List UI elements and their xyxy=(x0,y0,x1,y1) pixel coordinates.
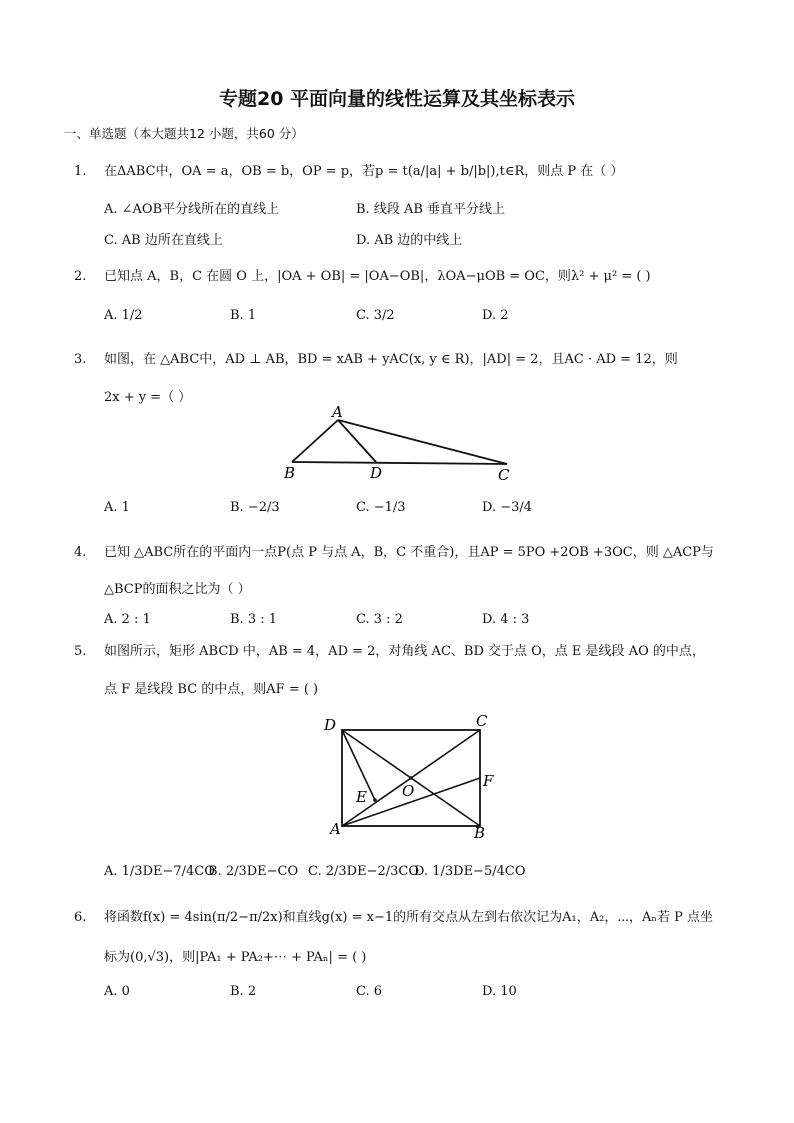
question-stem: 如图所示，矩形 ABCD 中，AB = 4，AD = 2，对角线 AC、BD 交于点 O，点 E 是线段 AO 的中点， xyxy=(104,644,705,659)
option-a: A. 1/3DE−7/4CO xyxy=(104,864,215,879)
option-d: D. 4 : 3 xyxy=(482,612,530,627)
question-stem-continued: 点 F 是线段 BC 的中点，则AF = ( ) xyxy=(104,682,319,697)
option-c: C. AB 边所在直线上 xyxy=(104,233,223,248)
option-a: A. 2 : 1 xyxy=(104,612,151,627)
label-e: E xyxy=(356,788,367,806)
question-number: 6. xyxy=(74,910,87,925)
question-stem-continued: △BCP的面积之比为（ ） xyxy=(104,582,251,597)
option-c: C. 3/2 xyxy=(356,308,395,323)
question-number: 2. xyxy=(74,269,87,284)
label-b: B xyxy=(284,464,296,482)
question-1 xyxy=(74,160,623,179)
option-c: C. −1/3 xyxy=(356,500,406,515)
section-heading: 一、单选题（本大题共12 小题，共60 分） xyxy=(64,126,304,141)
label-d: D xyxy=(370,464,383,482)
question-stem: 将函数f(x) = 4sin(π/2−π/2x)和直线g(x) = x−1的所有交点从左到右依次记为A₁，A₂，⋯，Aₙ若 P 点坐 xyxy=(104,910,714,925)
option-c: C. 6 xyxy=(356,984,383,999)
label-f: F xyxy=(483,772,494,790)
question-number: 4. xyxy=(74,545,87,560)
option-a: A. 1/2 xyxy=(104,308,143,323)
question-2 xyxy=(74,265,651,284)
option-d: D. 10 xyxy=(482,984,517,999)
question-number: 5. xyxy=(74,644,87,659)
option-b: B. 2/3DE−CO xyxy=(208,864,299,879)
label-a: A xyxy=(332,403,343,421)
option-b: B. 1 xyxy=(230,308,257,323)
label-c: C xyxy=(498,466,510,484)
label-a: A xyxy=(330,820,341,838)
option-b: B. 线段 AB 垂直平分线上 xyxy=(356,202,506,217)
question-stem-continued: 标为(0,√3)，则|PA₁ + PA₂+⋯ + PAₙ| = ( ) xyxy=(104,950,367,965)
option-d: D. −3/4 xyxy=(482,500,533,515)
rectangle-figure xyxy=(318,708,508,843)
question-stem: 已知 △ABC所在的平面内一点P(点 P 与点 A，B，C 不重合)，且AP = 5PO +2OB +3OC，则 △ACP与 xyxy=(104,545,714,560)
question-4 xyxy=(74,541,714,560)
question-stem: 如图，在 △ABC中，AD ⊥ AB，BD = xAB + yAC(x, y ∈ R)，|AD| = 2，且AC · AD = 12，则 xyxy=(104,352,678,367)
question-stem: 在ΔABC中，OA = a，OB = b，OP = p，若p = t(a/|a| + b/|b|),t∈R，则点 P 在（ ） xyxy=(104,164,624,179)
label-b: B xyxy=(474,824,486,842)
label-c: C xyxy=(476,712,488,730)
label-o: O xyxy=(402,782,415,800)
triangle-figure xyxy=(280,400,520,490)
option-d: D. AB 边的中线上 xyxy=(356,233,463,248)
option-a: A. 1 xyxy=(104,500,130,515)
question-3 xyxy=(74,348,678,367)
question-number: 3. xyxy=(74,352,87,367)
question-stem: 已知点 A，B，C 在圆 O 上，|OA + OB| = |OA−OB|，λOA−μOB = OC，则λ² + μ² = ( ) xyxy=(104,269,651,284)
option-b: B. 3 : 1 xyxy=(230,612,278,627)
option-b: B. 2 xyxy=(230,984,257,999)
option-c: C. 3 : 2 xyxy=(356,612,403,627)
question-stem-continued: 2x + y =（ ） xyxy=(104,390,192,405)
option-c: C. 2/3DE−2/3CO xyxy=(308,864,420,879)
label-d: D xyxy=(324,716,337,734)
question-5 xyxy=(74,640,705,659)
question-number: 1. xyxy=(74,164,87,179)
page-title: 专题20 平面向量的线性运算及其坐标表示 xyxy=(218,88,576,110)
option-a: A. ∠AOB平分线所在的直线上 xyxy=(104,202,280,217)
question-6 xyxy=(74,906,713,925)
option-a: A. 0 xyxy=(104,984,130,999)
option-b: B. −2/3 xyxy=(230,500,280,515)
option-d: D. 2 xyxy=(482,308,509,323)
option-d: D. 1/3DE−5/4CO xyxy=(414,864,526,879)
